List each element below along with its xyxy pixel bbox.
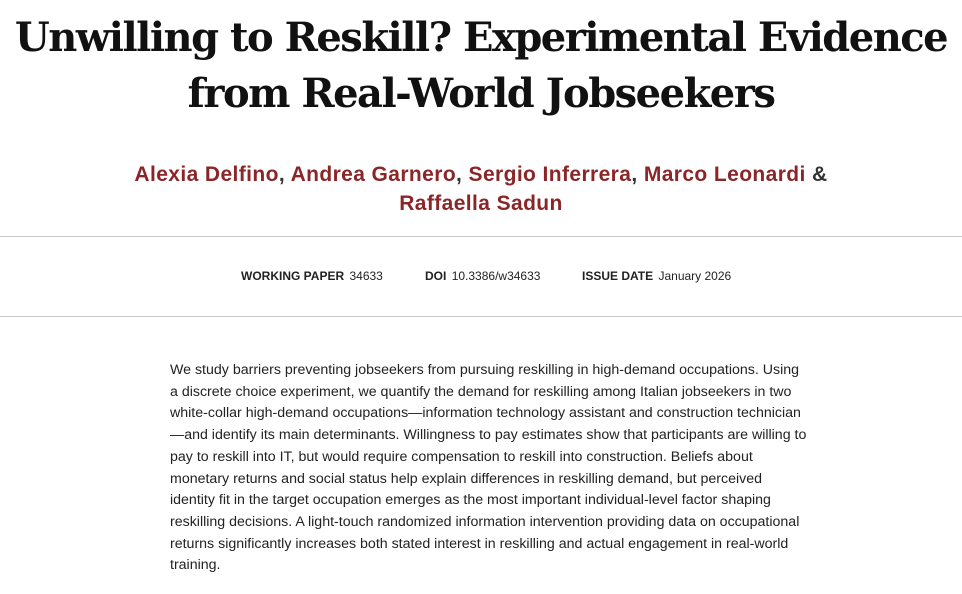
page-title [0,0,962,122]
author-separator: & [805,163,828,186]
author-link-garnero[interactable]: Andrea Garnero [290,163,457,186]
title-line-2: from Real-World Jobseekers [187,70,775,117]
author-link-sadun[interactable]: Raffaella Sadun [399,192,563,215]
doi-label: DOI [425,269,447,283]
working-paper-number: 34633 [349,269,383,283]
issue-date-label: ISSUE DATE [582,269,654,283]
author-separator: , [278,163,291,186]
abstract-text: We study barriers preventing jobseekers from pursuing reskilling in high-demand occupations. Using a discrete choice experiment, we quantify the demand for reskilling among Italian jobseekers in two white-collar high-demand occupations—information technology assistant and construction technician—and identify its main determinants. Willingness to pay estimates show that participants are willing to pay to reskill into IT, but would require compensation to reskill into construction. Beliefs about monetary returns and social status help explain differences in reskilling demand, but perceived identity fit in the target occupation emerges as the most important individual-level factor shaping reskilling decisions. A light-touch randomized information intervention providing data on occupational returns significantly increases both stated interest in reskilling and actual engagement in real-world training. [170,362,807,574]
title-line-1: Unwilling to Reskill? Experimental Evidence [14,14,948,61]
doi-info [425,269,540,283]
issue-date-info [582,269,731,283]
working-paper-label: WORKING PAPER [241,269,345,283]
author-separator: , [631,163,644,186]
author-link-leonardi[interactable]: Marco Leonardi [643,163,806,186]
doi-value[interactable]: 10.3386/w34633 [451,269,541,283]
issue-date-value: January 2026 [658,269,732,283]
paper-metadata-bar [0,236,962,317]
working-paper-info [241,269,383,283]
author-link-delfino[interactable]: Alexia Delfino [134,163,279,186]
author-list [131,160,831,218]
author-link-inferrera[interactable]: Sergio Inferrera [468,163,632,186]
author-separator: , [456,163,469,186]
